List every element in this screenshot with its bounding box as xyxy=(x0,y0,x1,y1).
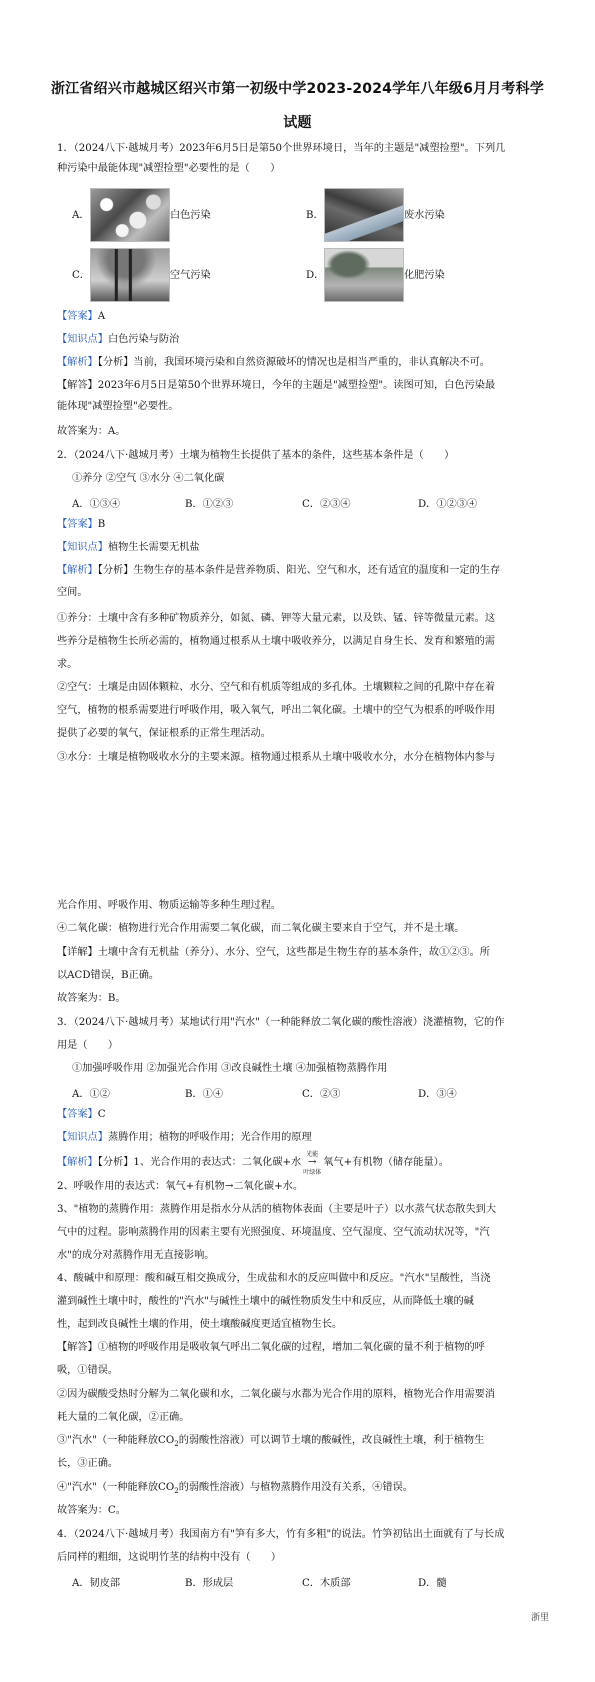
q1-option-d-letter: D． xyxy=(306,270,325,281)
q2-analysis-line: 【详解】土壤中含有无机盐（养分）、水分、空气，这些都是生物生存的基本条件，故①②③。所 xyxy=(57,947,490,958)
arrow-condition-bottom: 叶绿体 xyxy=(303,1169,322,1176)
fertilizer-pollution-image xyxy=(324,248,404,302)
answer-value: B xyxy=(97,519,106,530)
q2-option-c: C．②③④ xyxy=(302,499,351,510)
q3-analysis-line: 气中的过程。影响蒸腾作用的因素主要有光照强度、环境温度、空气湿度、空气流动状况等，"汽 xyxy=(57,1227,490,1238)
q3-analysis-line: 3、"植物的蒸腾作用：蒸腾作用是指水分从活的植物体表面（主要是叶子）以水蒸气状态散失到大 xyxy=(57,1204,497,1215)
q1-option-a-letter: A． xyxy=(72,210,90,221)
q3-option-d: D．③④ xyxy=(418,1089,457,1100)
q4-option-d: D．髓 xyxy=(418,1578,447,1589)
analysis-tag: 【解析】 xyxy=(57,357,98,368)
q3-items: ①加强呼吸作用 ②加强光合作用 ③改良碱性土壤 ④加强植物蒸腾作用 xyxy=(72,1063,388,1074)
q1-stem: 1．（2024八下·越城月考）2023年6月5日是第50个世界环境日，当年的主题是"减塑捡塑"。下列几 xyxy=(57,143,506,154)
answer-tag: 【答案】 xyxy=(57,311,98,322)
formula-right: 氧气+有机物（储存能量）。 xyxy=(323,1157,449,1168)
q2-analysis-line: 空气，植物的根系需要进行呼吸作用，吸入氧气，呼出二氧化碳。土壤中的空气为根系的呼吸作用 xyxy=(57,705,496,716)
wastewater-pollution-image xyxy=(324,188,404,242)
text-segment: 的弱酸性溶液）可以调节土壤的酸碱性，改良碱性土壤，利于植物生 xyxy=(178,1435,485,1446)
document-title: 浙江省绍兴市越城区绍兴市第一初级中学2023-2024学年八年级6月月考科学 xyxy=(50,81,545,97)
subscript: 2 xyxy=(174,1487,179,1496)
answer-tag: 【答案】 xyxy=(57,519,98,530)
formula-left: 【分析】1、光合作用的表达式：二氧化碳+水 xyxy=(97,1157,302,1168)
q3-analysis-line: ②因为碳酸受热时分解为二氧化碳和水，二氧化碳与水都为光合作用的原料，植物光合作用需要消 xyxy=(57,1389,496,1400)
knowledge-tag: 【知识点】 xyxy=(57,334,108,345)
q3-knowledge xyxy=(57,1131,549,1145)
q2-analysis-line: ③水分：土壤是植物吸收水分的主要来源。植物通过根系从土壤中吸收水分，水分在植物体内参与 xyxy=(57,752,496,763)
q3-analysis-line: 耗大量的二氧化碳，②正确。 xyxy=(57,1412,190,1423)
q3-analysis-line xyxy=(57,1481,549,1498)
q1-analysis-3: 能体现"减塑捡塑"必要性。 xyxy=(57,401,179,412)
knowledge-value: 蒸腾作用；植物的呼吸作用；光合作用的原理 xyxy=(107,1132,312,1143)
q1-option-b-letter: B． xyxy=(306,210,324,221)
analysis-tag: 【解析】 xyxy=(57,1157,98,1168)
q2-analysis-line: 提供了必要的氧气，保证根系的正常生理活动。 xyxy=(57,728,271,739)
q3-analysis-line: 长，③正确。 xyxy=(57,1458,119,1469)
answer-tag: 【答案】 xyxy=(57,1109,98,1120)
q2-stem: 2．（2024八下·越城月考）土壤为植物生长提供了基本的条件，这些基本条件是（ ） xyxy=(57,450,455,461)
q1-stem-cont: 种污染中最能体现"减塑捡塑"必要性的是（ ） xyxy=(57,163,281,174)
q2-analysis-line: ②空气：土壤是由固体颗粒、水分、空气和有机质等组成的多孔体。土壤颗粒之间的孔隙中存在着 xyxy=(57,682,496,693)
q2-analysis-line: 以ACD错误，B正确。 xyxy=(57,970,160,981)
q3-stem: 3．（2024八下·越城月考）某地试行用"汽水"（一种能释放二氧化碳的酸性溶液）浇灌植物，它的作 xyxy=(57,1017,505,1028)
document-title-line2: 试题 xyxy=(283,115,312,131)
knowledge-value: 植物生长需要无机盐 xyxy=(107,542,200,553)
q1-option-c-letter: C． xyxy=(72,270,90,281)
q2-option-a: A．①③④ xyxy=(72,499,121,510)
q3-analysis-line: 水"的成分对蒸腾作用无直接影响。 xyxy=(57,1250,215,1261)
text-segment: ③"汽水"（一种能释放CO xyxy=(57,1435,175,1446)
q3-analysis-line: 灌到碱性土壤中时，酸性的"汽水"与碱性土壤中的碱性物质发生中和反应，从而降低土壤的碱 xyxy=(57,1296,474,1307)
text-segment: 的弱酸性溶液）与植物蒸腾作用没有关系，④错误。 xyxy=(178,1482,413,1493)
q3-analysis-line: 2、呼吸作用的表达式：氧气+有机物→二氧化碳+水。 xyxy=(57,1181,304,1192)
q4-stem: 4．（2024八下·越城月考）我国南方有"笋有多大，竹有多粗"的说法。竹笋初钻出土面就有了与长成 xyxy=(57,1529,505,1540)
q1-knowledge xyxy=(57,333,549,347)
knowledge-value: 白色污染与防治 xyxy=(107,334,180,345)
answer-value: A xyxy=(97,311,106,322)
q1-analysis xyxy=(57,356,549,370)
white-pollution-image xyxy=(90,188,170,242)
q2-analysis xyxy=(57,564,549,578)
q3-analysis-line: 【解答】①植物的呼吸作用是吸收氧气呼出二氧化碳的过程，增加二氧化碳的量不利于植物的呼 xyxy=(57,1342,485,1353)
subscript: 2 xyxy=(174,1440,179,1449)
analysis-text: 【分析】生物生存的基本条件是营养物质、阳光、空气和水，还有适宜的温度和一定的生存 xyxy=(97,565,501,576)
q4-option-a: A．韧皮部 xyxy=(72,1578,121,1589)
q2-conclusion: 故答案为：B。 xyxy=(57,993,126,1004)
q1-option-a-text: 白色污染 xyxy=(170,210,211,221)
q1-answer xyxy=(57,310,549,324)
q1-option-c-text: 空气污染 xyxy=(170,270,211,281)
air-pollution-image xyxy=(90,248,170,302)
q2-analysis-line: 空间。 xyxy=(57,587,88,598)
q2-answer xyxy=(57,518,549,532)
page-footer: 浙里 xyxy=(530,1613,549,1623)
q1-option-b-text: 废水污染 xyxy=(404,210,445,221)
q2-analysis-line: 些养分是植物生长所必需的，植物通过根系从土壤中吸收养分，以满足自身生长、发育和繁殖的需 xyxy=(57,636,496,647)
q2-items: ①养分 ②空气 ③水分 ④二氧化碳 xyxy=(72,473,225,484)
q2-knowledge xyxy=(57,541,549,555)
q3-analysis xyxy=(57,1151,549,1176)
q3-analysis-line: 吸，①错误。 xyxy=(57,1365,119,1376)
q2-option-d: D．①②③④ xyxy=(418,499,478,510)
q3-analysis-line: 性，起到改良碱性土壤的作用，使土壤酸碱度更适宜植物生长。 xyxy=(57,1319,343,1330)
arrow-condition-top: 光能 xyxy=(306,1151,319,1158)
q2-analysis-line: ①养分：土壤中含有多种矿物质养分，如氮、磷、钾等大量元素，以及铁、锰、锌等微量元素。这 xyxy=(57,613,496,624)
q3-conclusion: 故答案为：C。 xyxy=(57,1505,126,1516)
q2-analysis-line: 求。 xyxy=(57,659,78,670)
q4-option-c: C．木质部 xyxy=(302,1578,351,1589)
knowledge-tag: 【知识点】 xyxy=(57,1132,108,1143)
q3-option-a: A．①② xyxy=(72,1089,110,1100)
q3-answer xyxy=(57,1108,549,1122)
q3-option-b: B．①④ xyxy=(185,1089,224,1100)
q1-conclusion: 故答案为：A。 xyxy=(57,426,126,437)
analysis-tag: 【解析】 xyxy=(57,565,98,576)
text-segment: ④"汽水"（一种能释放CO xyxy=(57,1482,175,1493)
q2-analysis-line: 光合作用、呼吸作用、物质运输等多种生理过程。 xyxy=(57,900,282,911)
q3-option-c: C．②③ xyxy=(302,1089,341,1100)
q4-option-b: B．形成层 xyxy=(185,1578,234,1589)
q4-stem-cont: 后同样的粗细，这说明竹茎的结构中没有（ ） xyxy=(57,1552,282,1563)
q2-analysis-line: ④二氧化碳：植物进行光合作用需要二氧化碳，而二氧化碳主要来自于空气，并不是土壤。 xyxy=(57,923,465,934)
knowledge-tag: 【知识点】 xyxy=(57,542,108,553)
answer-value: C xyxy=(97,1109,106,1120)
q1-option-d-text: 化肥污染 xyxy=(404,270,445,281)
q2-option-b: B．①②③ xyxy=(185,499,234,510)
q1-analysis-2: 【解答】2023年6月5日是第50个世界环境日，今年的主题是"减塑捡塑"。读图可知，白色污染最 xyxy=(57,380,496,391)
q3-analysis-line xyxy=(57,1434,549,1451)
q3-stem-cont: 用是（ ） xyxy=(57,1040,119,1051)
reaction-arrow-icon: 光能 → 叶绿体 xyxy=(301,1156,323,1170)
q3-analysis-line: 4、酸碱中和原理：酸和碱互相交换成分，生成盐和水的反应叫做中和反应。"汽水"呈酸性，当浇 xyxy=(57,1273,491,1284)
analysis-text: 【分析】当前，我国环境污染和自然资源破坏的情况也是相当严重的，非认真解决不可。 xyxy=(97,357,490,368)
